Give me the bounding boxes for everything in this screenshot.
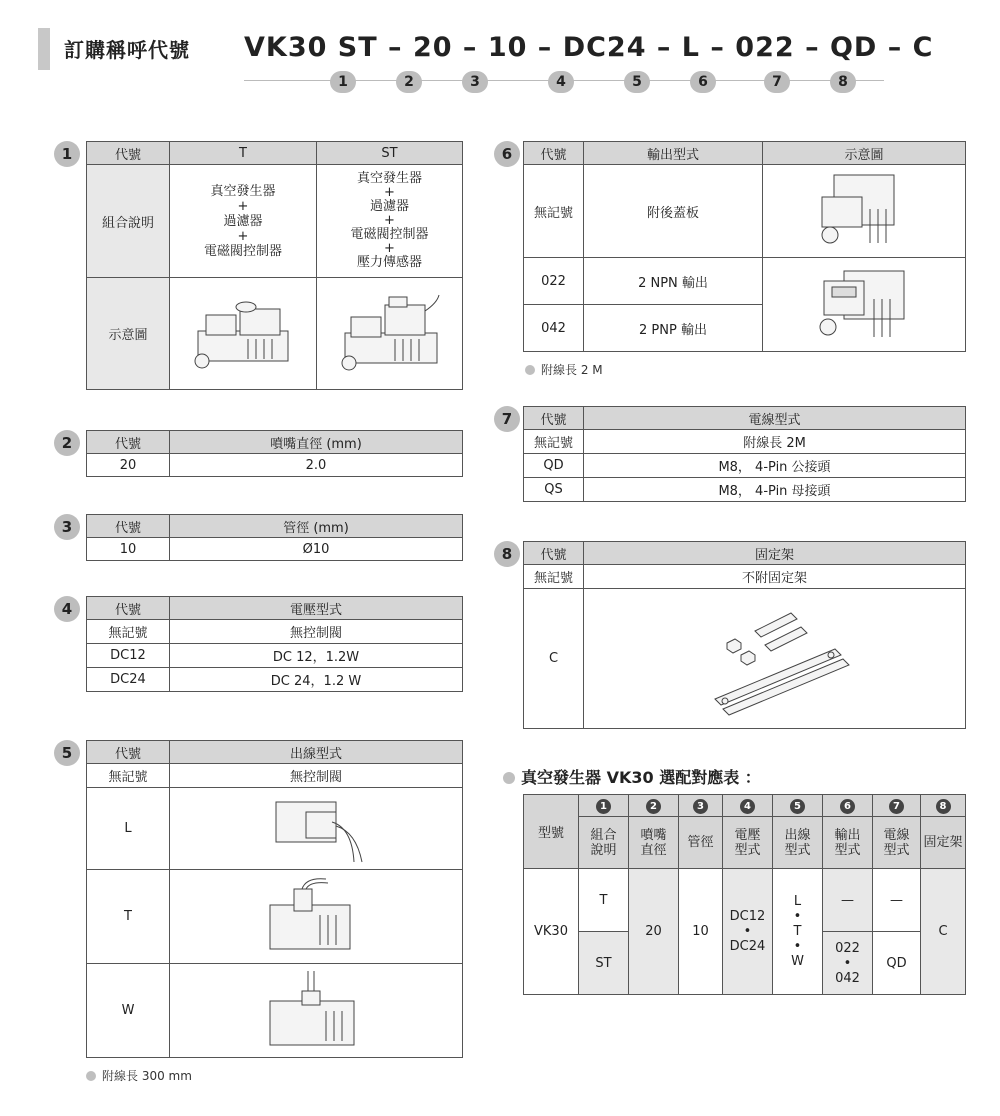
- table-row-code: 無記號: [87, 764, 170, 788]
- header-line: 固定架: [923, 835, 963, 850]
- col-header-bracket: 固定架: [584, 542, 966, 565]
- sel-marker: [873, 795, 921, 817]
- section-3-number: 3: [54, 514, 80, 540]
- col-header-nozzle: [629, 817, 679, 869]
- selection-heading: [503, 765, 761, 788]
- marker-8: 8: [936, 799, 951, 814]
- section-6-number: 6: [494, 141, 520, 167]
- table-row-code: 無記號: [524, 165, 584, 258]
- option-line: L: [793, 894, 802, 909]
- option-line: T: [793, 924, 802, 939]
- desc-line: +: [237, 228, 249, 244]
- table-row-code: DC24: [87, 668, 170, 692]
- table-row-code: C: [524, 589, 584, 729]
- option-line: W: [791, 954, 804, 969]
- st-unit-image: [317, 278, 463, 390]
- marker-6: 6: [840, 799, 855, 814]
- rear-cover-illustration: [804, 169, 924, 253]
- header-line: 出線: [784, 827, 811, 843]
- marker-7: 7: [889, 799, 904, 814]
- header-line: 噴嘴: [640, 827, 667, 843]
- order-marker-8: 8: [830, 71, 856, 93]
- col-header-model: 型號: [524, 795, 579, 869]
- table-row-code: QS: [524, 478, 584, 502]
- wire-w-image: [170, 964, 463, 1058]
- section-4-number: 4: [54, 596, 80, 622]
- option-line: •: [793, 939, 802, 954]
- table-row-code: 無記號: [87, 620, 170, 644]
- table-row-value: DC 12，1.2W: [170, 644, 463, 668]
- order-marker-5: 5: [624, 71, 650, 93]
- desc-line: +: [384, 213, 395, 228]
- t-combination-desc: [170, 165, 317, 278]
- sel-marker: [921, 795, 966, 817]
- sel-marker: [629, 795, 679, 817]
- col-header-voltage: 電壓型式: [170, 597, 463, 620]
- sel-combo-t: T: [579, 869, 629, 932]
- sel-combo-st: ST: [579, 932, 629, 995]
- tube-value: Ø10: [170, 538, 463, 561]
- wire-t-illustration: [256, 875, 376, 959]
- header-line: 輸出: [834, 827, 861, 843]
- col-header-t: T: [170, 142, 317, 165]
- bullet-icon: [525, 365, 535, 375]
- header-line: 組合: [590, 827, 617, 843]
- desc-line: 真空發生器: [210, 183, 276, 199]
- col-header-code: 代號: [87, 142, 170, 165]
- col-header-output: [823, 817, 873, 869]
- table-row-value: 2 NPN 輸出: [584, 258, 763, 305]
- col-header-code: 代號: [87, 431, 170, 454]
- col-header-cable: [873, 817, 921, 869]
- desc-line: +: [384, 241, 395, 256]
- header-line: 型式: [734, 842, 761, 858]
- sel-marker: [823, 795, 873, 817]
- desc-line: 真空發生器: [356, 171, 422, 186]
- header-line: 直徑: [640, 842, 667, 858]
- table-row-value: M8， 4-Pin 母接頭: [584, 478, 966, 502]
- sel-voltage: [723, 869, 773, 995]
- note-text: 附線長 2 M: [541, 363, 603, 377]
- wire-l-image: [170, 788, 463, 870]
- sel-marker: [773, 795, 823, 817]
- table-row-value: 無控制閥: [170, 620, 463, 644]
- bullet-icon: [503, 772, 515, 784]
- table-row-value: 無控制閥: [170, 764, 463, 788]
- marker-5: 5: [790, 799, 805, 814]
- tube-table: [86, 514, 463, 561]
- table-row-value: DC 24，1.2 W: [170, 668, 463, 692]
- sel-cable-qd: QD: [873, 932, 921, 995]
- output-table: [523, 141, 966, 352]
- table-row-code: 022: [524, 258, 584, 305]
- order-marker-4: 4: [548, 71, 574, 93]
- col-header-voltage: [723, 817, 773, 869]
- vacuum-unit-st-illustration: [335, 291, 445, 377]
- sel-tube: 10: [679, 869, 723, 995]
- nozzle-code: 20: [87, 454, 170, 477]
- bracket-image: [584, 589, 966, 729]
- sel-model: VK30: [524, 869, 579, 995]
- col-header-wire-out: 出線型式: [170, 741, 463, 764]
- row-label-combination: 組合說明: [87, 165, 170, 278]
- section-8-number: 8: [494, 541, 520, 567]
- sel-output-none: —: [823, 869, 873, 932]
- desc-line: 過濾器: [369, 199, 409, 214]
- wire-out-table: [86, 740, 463, 1058]
- col-header-code: 代號: [524, 407, 584, 430]
- col-header-code: 代號: [87, 515, 170, 538]
- col-header-wire-out: [773, 817, 823, 869]
- order-marker-3: 3: [462, 71, 488, 93]
- col-header-tube: [679, 817, 723, 869]
- selection-title: 真空發生器 VK30 選配對應表 ：: [521, 768, 761, 787]
- sel-marker: [579, 795, 629, 817]
- bullet-icon: [86, 1071, 96, 1081]
- col-header-code: 代號: [524, 542, 584, 565]
- wire-w-illustration: [256, 969, 376, 1053]
- sel-wire-out: [773, 869, 823, 995]
- option-line: •: [793, 909, 802, 924]
- table-row-value: M8， 4-Pin 公接頭: [584, 454, 966, 478]
- desc-line: 壓力傳感器: [356, 255, 422, 270]
- col-header-code: 代號: [87, 741, 170, 764]
- order-marker-6: 6: [690, 71, 716, 93]
- row-label-diagram: 示意圖: [87, 278, 170, 390]
- section-5-number: 5: [54, 740, 80, 766]
- output-sensor-image: [763, 258, 966, 352]
- cable-table: [523, 406, 966, 502]
- col-header-output: 輸出型式: [584, 142, 763, 165]
- nozzle-table: [86, 430, 463, 477]
- header-line: 型式: [784, 842, 811, 858]
- col-header-code: 代號: [87, 597, 170, 620]
- vacuum-unit-t-illustration: [188, 291, 298, 377]
- marker-2: 2: [646, 799, 661, 814]
- mounting-bracket-illustration: [695, 599, 855, 719]
- wire-t-image: [170, 870, 463, 964]
- desc-line: 過濾器: [223, 213, 263, 229]
- t-unit-image: [170, 278, 317, 390]
- table-row-code: W: [87, 964, 170, 1058]
- table-row-value: 附線長 2M: [584, 430, 966, 454]
- option-line: DC12: [729, 909, 766, 924]
- combination-table: [86, 141, 463, 390]
- col-header-nozzle: 噴嘴直徑 (mm): [170, 431, 463, 454]
- wire-length-note: [86, 1067, 192, 1084]
- option-line: •: [843, 955, 852, 971]
- cable-length-note: [525, 361, 603, 378]
- table-row-value: 附後蓋板: [584, 165, 763, 258]
- table-row-code: L: [87, 788, 170, 870]
- section-1-number: 1: [54, 141, 80, 167]
- header-line: 型式: [834, 842, 861, 858]
- col-header-code: 代號: [524, 142, 584, 165]
- table-row-code: 042: [524, 305, 584, 352]
- selection-table: [523, 794, 966, 995]
- sel-output-options: [823, 932, 873, 995]
- option-line: •: [743, 924, 752, 939]
- col-header-cable: 電線型式: [584, 407, 966, 430]
- desc-line: +: [237, 198, 249, 214]
- marker-3: 3: [693, 799, 708, 814]
- section-2-number: 2: [54, 430, 80, 456]
- option-line: 022: [835, 940, 860, 956]
- tube-code: 10: [87, 538, 170, 561]
- sel-marker: [679, 795, 723, 817]
- st-combination-desc: [317, 165, 463, 278]
- order-marker-2: 2: [396, 71, 422, 93]
- order-code-example: VK30 ST – 20 – 10 – DC24 – L – 022 – QD – C: [244, 32, 934, 63]
- header-line: 說明: [590, 842, 617, 858]
- col-header-bracket: [921, 817, 966, 869]
- wire-l-illustration: [256, 792, 376, 866]
- output-none-image: [763, 165, 966, 258]
- header-line: 管徑: [687, 835, 714, 850]
- header-line: 電線: [883, 827, 910, 843]
- note-text: 附線長 300 mm: [102, 1069, 192, 1083]
- header-line: 型式: [883, 842, 910, 858]
- table-row-code: 無記號: [524, 430, 584, 454]
- nozzle-value: 2.0: [170, 454, 463, 477]
- section-7-number: 7: [494, 406, 520, 432]
- col-header-tube: 管徑 (mm): [170, 515, 463, 538]
- table-row-code: DC12: [87, 644, 170, 668]
- header-accent-bar: [38, 28, 50, 70]
- desc-line: 電磁閥控制器: [350, 227, 429, 242]
- option-line: 042: [835, 970, 860, 986]
- header-line: 電壓: [734, 827, 761, 843]
- desc-line: +: [384, 185, 395, 200]
- voltage-table: [86, 596, 463, 692]
- option-line: DC24: [729, 939, 766, 954]
- bracket-table: [523, 541, 966, 729]
- col-header-combo: [579, 817, 629, 869]
- sel-nozzle: 20: [629, 869, 679, 995]
- col-header-st: ST: [317, 142, 463, 165]
- table-row-code: 無記號: [524, 565, 584, 589]
- marker-1: 1: [596, 799, 611, 814]
- order-marker-7: 7: [764, 71, 790, 93]
- sel-cable-none: —: [873, 869, 921, 932]
- order-marker-1: 1: [330, 71, 356, 93]
- table-row-value: 2 PNP 輸出: [584, 305, 763, 352]
- marker-4: 4: [740, 799, 755, 814]
- table-row-value: 不附固定架: [584, 565, 966, 589]
- sel-bracket: C: [921, 869, 966, 995]
- pressure-sensor-illustration: [804, 263, 924, 347]
- page-title: 訂購稱呼代號: [64, 38, 190, 62]
- desc-line: 電磁閥控制器: [203, 243, 282, 259]
- table-row-code: T: [87, 870, 170, 964]
- table-row-code: QD: [524, 454, 584, 478]
- col-header-diagram: 示意圖: [763, 142, 966, 165]
- sel-marker: [723, 795, 773, 817]
